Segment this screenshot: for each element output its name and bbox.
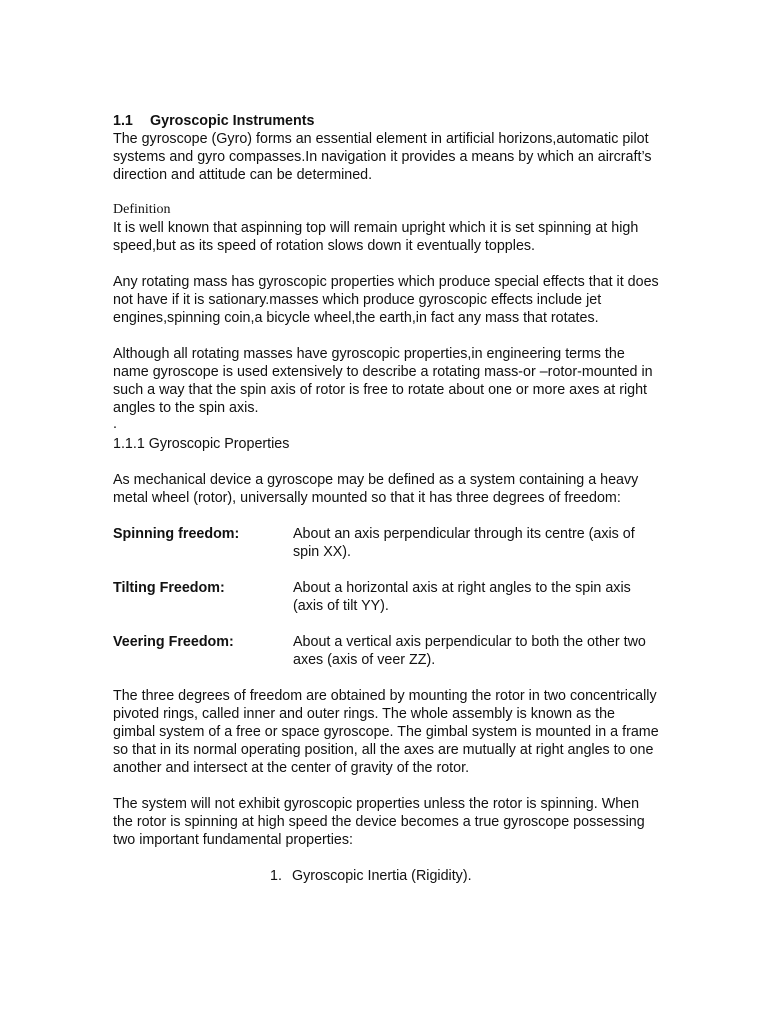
- freedom-row-veering: [113, 633, 661, 669]
- section-heading: [113, 112, 661, 130]
- list-item-text: Gyroscopic Inertia (Rigidity).: [292, 868, 472, 884]
- section-title: Gyroscopic Instruments: [150, 113, 315, 129]
- engineering-paragraph: Although all rotating masses have gyroscopic properties,in engineering terms the name gyroscope is used extensively to describe a rotating mass-or –rotor-mounted in such a way that the spin axis of rotor is free to rotate about one or more axes at right angles to the spin axis.: [113, 346, 653, 416]
- gimbal-paragraph: The three degrees of freedom are obtained by mounting the rotor in two concentrically pivoted rings, called inner and outer rings. The whole assembly is known as the gimbal system of a free or space gyroscope. The gimbal system is mounted in a frame so that in its normal operating position, all the axes are mutually at right angles to one another and intersect at the center of gravity of the rotor.: [113, 688, 659, 776]
- intro-paragraph: The gyroscope (Gyro) forms an essential element in artificial horizons,automatic pilot systems and gyro compasses.In navigation it provides a means by which an aircraft’s direction and attitude can be determined.: [113, 131, 652, 183]
- subsection-intro-paragraph: As mechanical device a gyroscope may be defined as a system containing a heavy metal wheel (rotor), universally mounted so that it has three degrees of freedom:: [113, 472, 639, 506]
- list-item: [113, 867, 661, 885]
- freedom-term: Tilting Freedom:: [113, 580, 225, 596]
- definition-label: Definition: [113, 202, 171, 217]
- freedom-description: About a vertical axis perpendicular to both the other two axes (axis of veer ZZ).: [293, 634, 646, 668]
- freedom-term: Spinning freedom:: [113, 526, 240, 542]
- freedom-term: Veering Freedom:: [113, 634, 234, 650]
- freedom-description: About an axis perpendicular through its centre (axis of spin XX).: [293, 526, 635, 560]
- section-number: 1.1: [113, 113, 133, 129]
- definition-paragraph: It is well known that aspinning top will remain upright which it is set spinning at high speed,but as its speed of rotation slows down it eventually topples.: [113, 220, 639, 254]
- freedom-row-tilting: [113, 579, 661, 615]
- spinning-paragraph: The system will not exhibit gyroscopic properties unless the rotor is spinning. When the rotor is spinning at high speed the device becomes a true gyroscope possessing two important fundamental properties:: [113, 796, 645, 848]
- freedom-row-spinning: [113, 525, 661, 561]
- freedom-description: About a horizontal axis at right angles to the spin axis (axis of tilt YY).: [293, 580, 631, 614]
- list-item-number: 1.: [270, 868, 282, 884]
- subsection-heading: 1.1.1 Gyroscopic Properties: [113, 436, 290, 452]
- document-page: [113, 112, 661, 885]
- stray-dot: .: [113, 416, 117, 432]
- rotating-mass-paragraph: Any rotating mass has gyroscopic properties which produce special effects that it does not have if it is sationary.masses which produce gyroscopic effects include jet engines,spinning coin,a bicycle wheel,the earth,in fact any mass that rotates.: [113, 274, 659, 326]
